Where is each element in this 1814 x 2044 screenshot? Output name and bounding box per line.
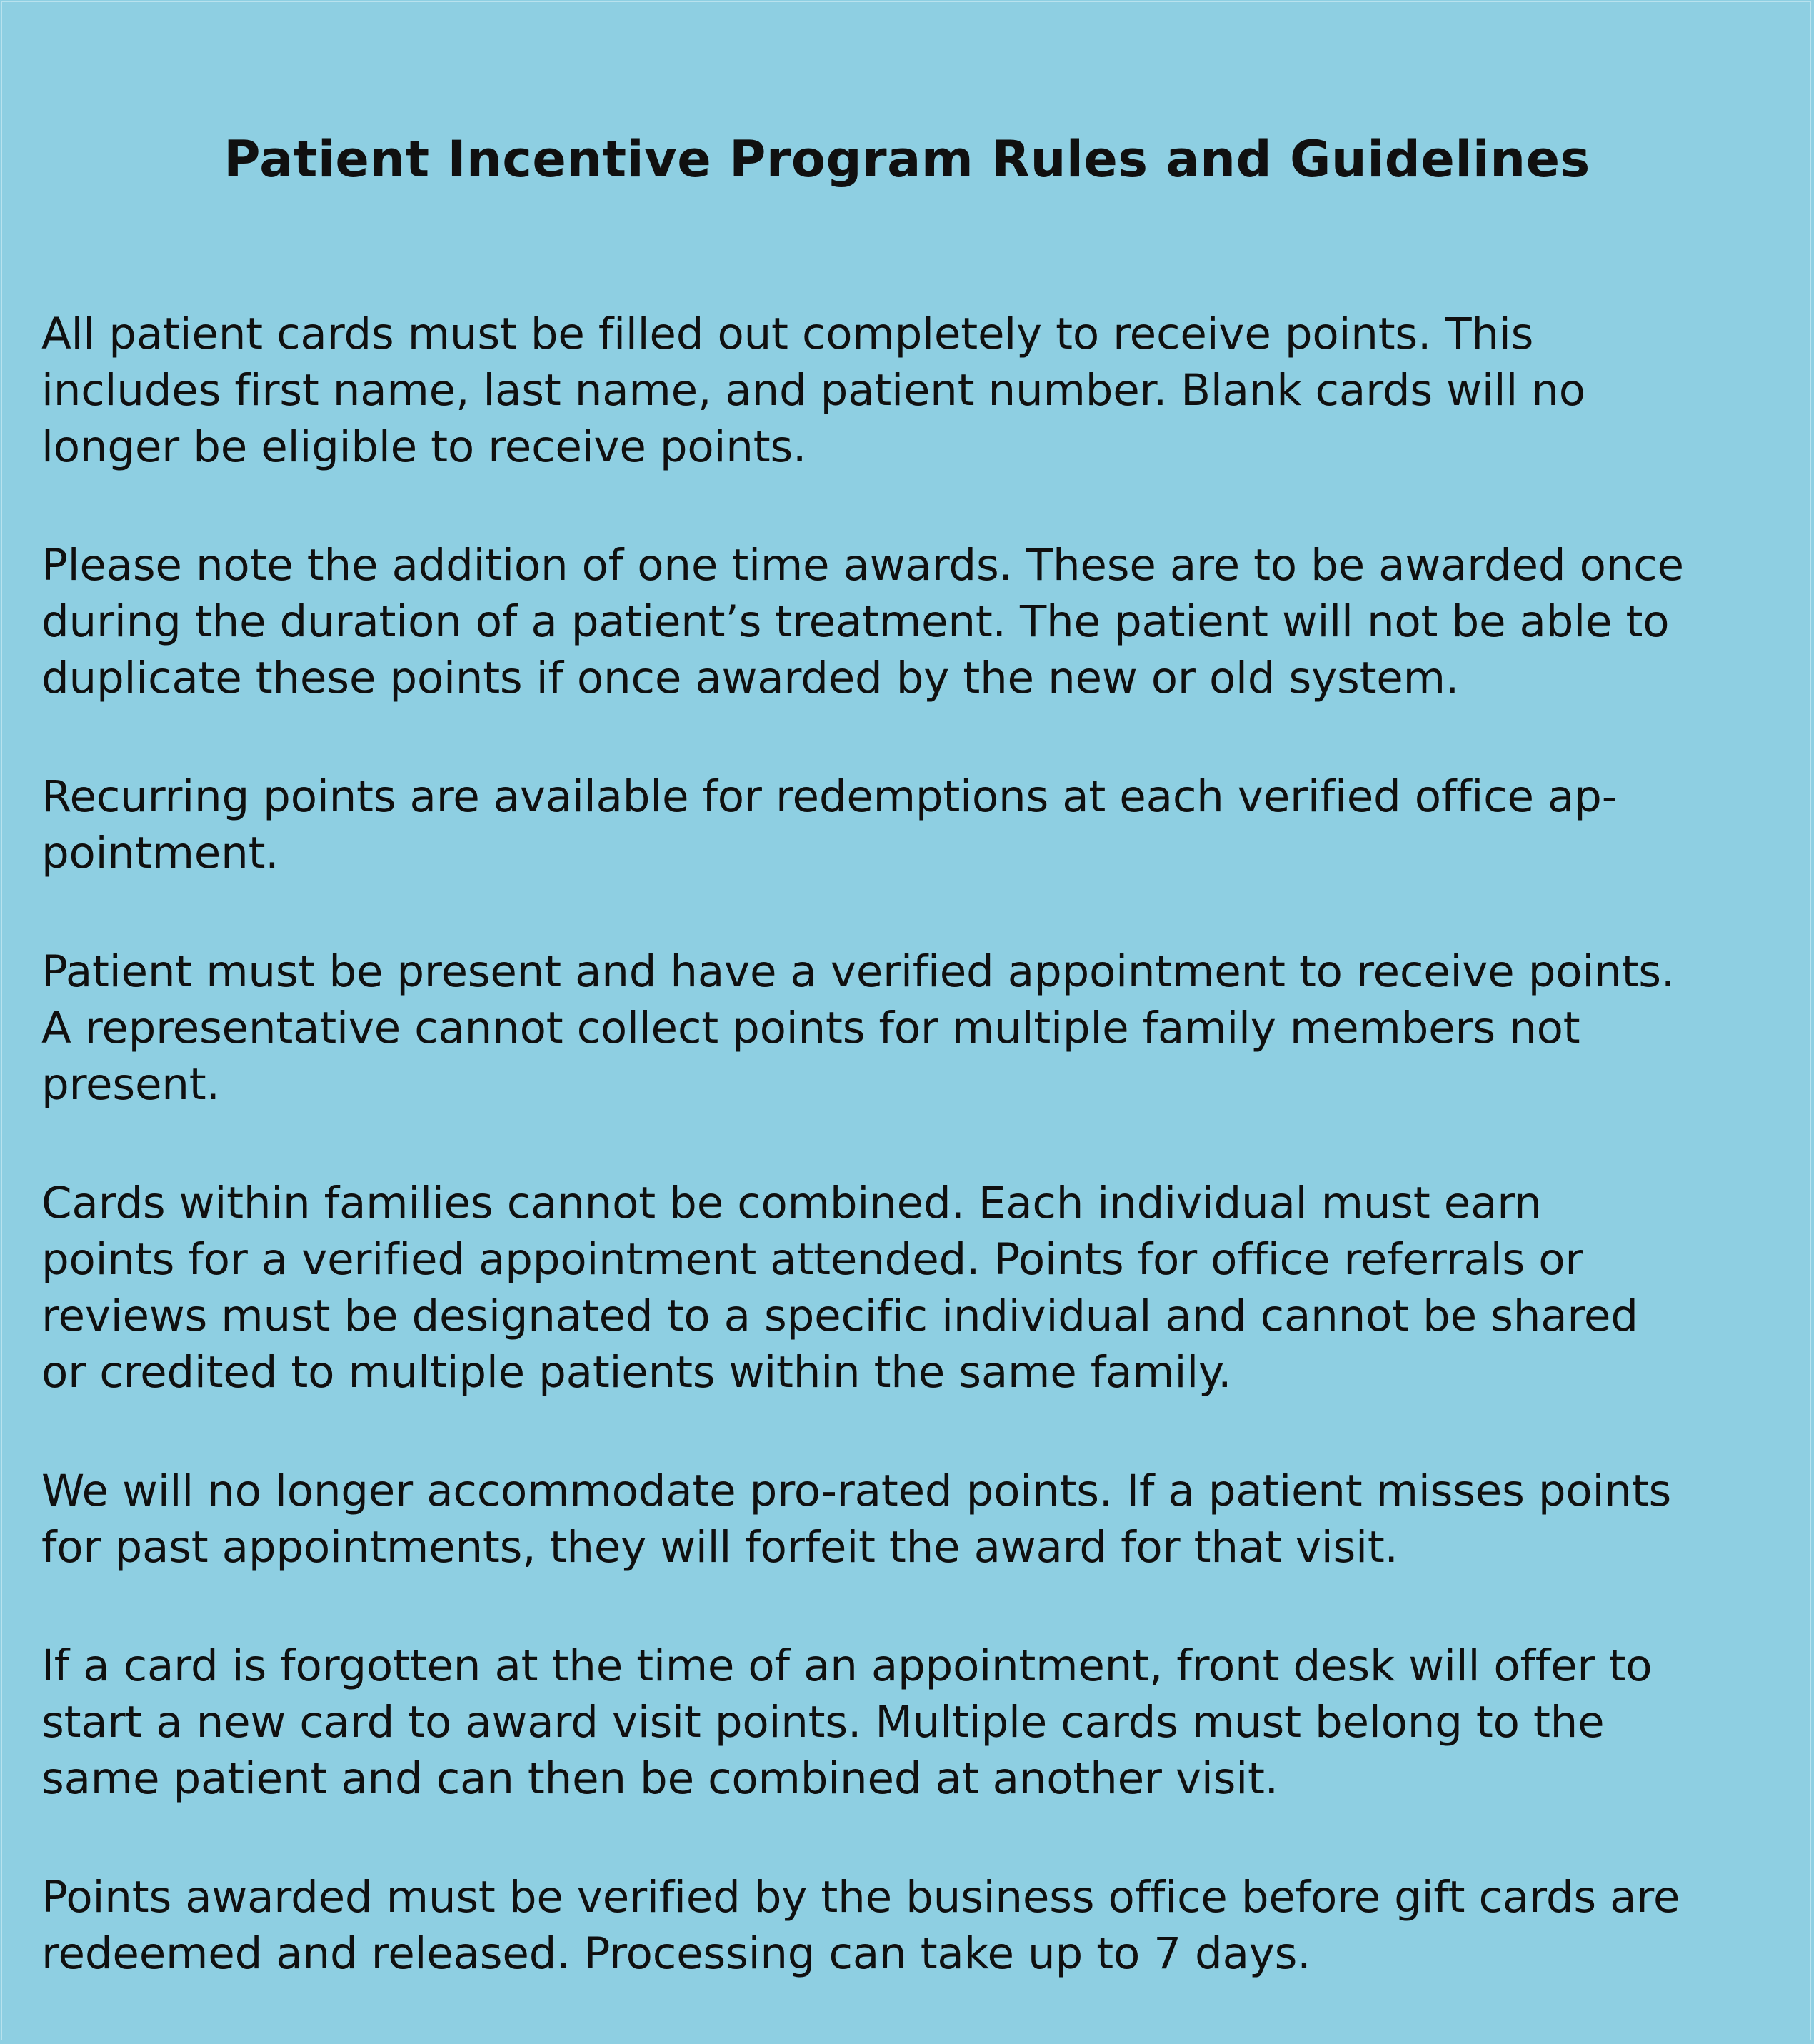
rule-forgotten-card: If a card is forgotten at the time of an appointment, front desk will offer to start a new card to award visit points. Multiple cards must belong to the same patient and can then be combined at another visit. bbox=[41, 1640, 1653, 1804]
rule-patient-present: Patient must be present and have a verified appointment to receive points. A representative cannot collect points for multiple family members not present. bbox=[41, 946, 1675, 1110]
rule-verification-processing: Points awarded must be verified by the business office before gift cards are redeemed and released. Processing can take up to 7 days. bbox=[41, 1872, 1680, 1979]
rule-no-prorated-points: We will no longer accommodate pro-rated points. If a patient misses points for past appointments, they will forfeit the award for that visit. bbox=[41, 1466, 1672, 1573]
rule-family-cards: Cards within families cannot be combined. Each individual must earn points for a verified appointment attended. Points for office referrals or reviews must be designated to a specific individual and cannot be shared or credited to multiple patients within the same family. bbox=[41, 1178, 1638, 1398]
rule-recurring-points: Recurring points are available for redemptions at each verified office ap- pointment. bbox=[41, 771, 1618, 878]
page-title: Patient Incentive Program Rules and Guidelines bbox=[224, 130, 1590, 189]
rules-list bbox=[41, 306, 1784, 2044]
rule-one-time-awards: Please note the addition of one time awards. These are to be awarded once during the duration of a patient’s treatment. The patient will not be able to duplicate these points if once awarded by the new or old system. bbox=[41, 540, 1684, 703]
rule-card-completion: All patient cards must be filled out completely to receive points. This includes first name, last name, and patient number. Blank cards will no longer be eligible to receive points. bbox=[41, 309, 1585, 472]
